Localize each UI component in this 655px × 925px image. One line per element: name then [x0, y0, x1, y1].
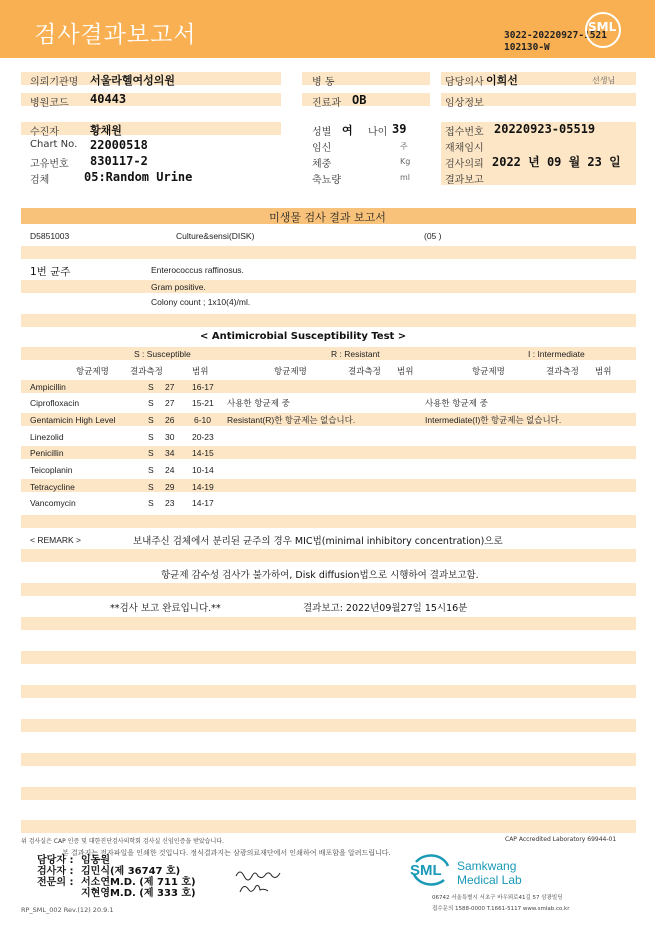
legend-intermediate: I : Intermediate	[528, 349, 585, 359]
chart-value: 22000518	[90, 138, 148, 152]
drug-name: Teicoplanin	[30, 465, 73, 475]
patient-value: 황채원	[90, 124, 122, 137]
dept-label: 진료과	[312, 98, 341, 109]
request-date: 2022 년 09 월 23 일	[492, 155, 621, 169]
stripe	[21, 446, 636, 459]
chart-label: Chart No.	[30, 139, 78, 150]
col-header-drug: 항균제명	[472, 367, 505, 377]
stripe	[21, 515, 636, 528]
doctor-value: 이희선	[486, 74, 518, 87]
report-time: 결과보고: 2022년09월27일 15시16분	[303, 603, 468, 614]
specialist-label: 전문의 :	[37, 877, 74, 888]
stripe	[21, 753, 636, 766]
weight-label: 체중	[312, 159, 332, 170]
specialist-2: 지현영M.D. (제 333 호)	[81, 888, 196, 899]
drug-measure: 23	[165, 498, 175, 508]
drug-name: Penicillin	[30, 448, 64, 458]
drug-result: S	[148, 432, 154, 442]
section-title: 미생물 검사 결과 보고서	[269, 211, 386, 224]
drug-measure: 30	[165, 432, 175, 442]
drug-range: 15-21	[192, 398, 214, 408]
note-intermediate: Intermediate(I)한 항균제는 없습니다.	[425, 415, 562, 425]
stripe	[21, 280, 636, 293]
drug-range: 16-17	[192, 382, 214, 392]
lab-address: 06742 서울특별시 서초구 바우뫼로41길 57 삼광빌딩	[432, 895, 563, 901]
footer-notice: 본 결과지는 전자파일을 인쇄한 것입니다. 정식결과지는 삼광의료재단에서 인쇄하여 배포함을 알려드립니다.	[62, 849, 391, 857]
drug-result: S	[148, 382, 154, 392]
drug-name: Ampicillin	[30, 382, 66, 392]
organism-line: Enterococcus raffinosus.	[151, 265, 244, 275]
tester-name: 김민식(제 36747 호)	[81, 866, 181, 877]
complete-text: **검사 보고 완료입니다.**	[110, 603, 221, 614]
urine-unit: ml	[400, 173, 411, 182]
weight-unit: Kg	[400, 157, 411, 166]
lab-name-line1: Samkwang	[457, 859, 517, 873]
signature-icon	[232, 866, 292, 898]
unique-value: 830117-2	[90, 154, 148, 168]
organism-line: Gram positive.	[151, 282, 206, 292]
doctor-label: 담당의사	[445, 77, 484, 88]
specialist-1: 서소연M.D. (제 711 호)	[81, 877, 196, 888]
drug-range: 6-10	[194, 415, 212, 425]
stripe	[21, 314, 636, 327]
col-header-range: 범위	[595, 367, 612, 377]
col-header-drug: 항균제명	[274, 367, 307, 377]
revision-text: RP_SML_002 Rev.(12) 20.9.1	[21, 906, 114, 914]
col-header-drug: 항균제명	[76, 367, 109, 377]
drug-result: S	[148, 465, 154, 475]
report-id-line1: 3022-20220927-1521	[504, 30, 607, 41]
drug-result: S	[148, 498, 154, 508]
receipt-value: 20220923-05519	[494, 122, 596, 136]
stripe	[21, 380, 636, 393]
preg-unit: 주	[400, 142, 408, 151]
organism-label: 1번 균주	[30, 266, 71, 278]
stripe	[21, 787, 636, 800]
drug-name: Ciprofloxacin	[30, 398, 80, 408]
stripe	[21, 719, 636, 732]
drug-result: S	[148, 398, 154, 408]
report-title: 검사결과보고서	[34, 22, 197, 48]
drug-name: Vancomycin	[30, 498, 76, 508]
drug-measure: 24	[165, 465, 175, 475]
receipt-label: 접수번호	[445, 127, 484, 138]
result-report-label: 결과보고	[445, 175, 484, 186]
clinical-label: 임상정보	[445, 98, 484, 109]
drug-range: 14-17	[192, 498, 214, 508]
drug-result: S	[148, 415, 154, 425]
legend-resistant: R : Resistant	[331, 349, 380, 359]
remark-line-2: 항균제 감수성 검사가 불가하여, Disk diffusion법으로 시행하여 결과보고함.	[161, 570, 479, 581]
test-code: D5851003	[30, 231, 70, 241]
unique-label: 고유번호	[30, 159, 69, 170]
urine-label: 축뇨량	[312, 175, 341, 186]
institution-label: 의뢰기관명	[30, 77, 79, 88]
request-label: 검사의뢰	[445, 159, 484, 170]
note-used-resistant: 사용한 항균제 중	[227, 399, 290, 409]
col-header-range: 범위	[192, 367, 209, 377]
stripe	[21, 583, 636, 596]
cert-left: 위 검사실은 CAP 인증 및 대한진단검사의학회 검사실 신임인증을 받았습니다.	[21, 838, 224, 845]
ward-label: 병 동	[312, 77, 335, 88]
cert-right: CAP Accredited Laboratory 69944-01	[505, 836, 617, 843]
legend-susceptible: S : Susceptible	[134, 349, 191, 359]
drug-measure: 26	[165, 415, 175, 425]
col-header-measure: 결과측정	[130, 367, 163, 377]
stripe	[21, 617, 636, 630]
info-bar	[21, 122, 281, 135]
drug-name: Gentamicin High Level	[30, 415, 116, 425]
age-label: 나이	[368, 127, 388, 138]
drug-name: Tetracycline	[30, 482, 75, 492]
header-logo-text: SML	[588, 20, 617, 34]
organism-line: Colony count ; 1x10(4)/ml.	[151, 297, 251, 307]
test-name: Culture&sensi(DISK)	[176, 231, 255, 241]
report-id-line2: 102130-W	[504, 42, 550, 53]
drug-result: S	[148, 448, 154, 458]
stripe	[21, 479, 636, 492]
manager-label: 담당자 :	[37, 855, 74, 866]
dept-value: OB	[352, 93, 367, 107]
lab-name	[457, 859, 522, 887]
col-header-measure: 결과측정	[546, 367, 579, 377]
drug-measure: 27	[165, 398, 175, 408]
drug-range: 14-15	[192, 448, 214, 458]
patient-label: 수진자	[30, 127, 59, 138]
stripe	[21, 246, 636, 259]
preg-label: 임신	[312, 143, 332, 154]
specimen-label: 검체	[30, 175, 50, 186]
resample-label: 재채임시	[445, 143, 484, 154]
col-header-range: 범위	[397, 367, 414, 377]
doctor-suffix: 선생님	[592, 76, 616, 85]
remark-line-1: 보내주신 검체에서 분리된 균주의 경우 MIC법(minimal inhibitory concentration)으로	[133, 536, 503, 547]
test-no: (05 )	[424, 231, 442, 241]
remark-label: < REMARK >	[30, 535, 82, 545]
specimen-value: 05:Random Urine	[84, 170, 193, 184]
drug-result: S	[148, 482, 154, 492]
lab-contact: 접수문의 1588-0000 T.1661-5117 www.smlab.co.kr	[432, 906, 570, 912]
drug-name: Linezolid	[30, 432, 64, 442]
drug-range: 10-14	[192, 465, 214, 475]
drug-measure: 29	[165, 482, 175, 492]
manager-name: 임동원	[81, 855, 110, 866]
drug-measure: 27	[165, 382, 175, 392]
drug-range: 14-19	[192, 482, 214, 492]
sex-value: 여	[342, 124, 353, 137]
lab-name-line2: Medical Lab	[457, 873, 522, 887]
stripe	[21, 685, 636, 698]
stripe	[21, 549, 636, 562]
stripe	[21, 820, 636, 833]
sml-brand-text: SML	[410, 862, 442, 879]
note-resistant: Resistant(R)한 항균제는 없습니다.	[227, 415, 356, 425]
institution-value: 서울라헬여성의원	[90, 74, 176, 87]
note-used-intermediate: 사용한 항균제 중	[425, 399, 488, 409]
sex-label: 성별	[312, 127, 332, 138]
age-value: 39	[392, 122, 407, 136]
drug-measure: 34	[165, 448, 175, 458]
stripe	[21, 651, 636, 664]
tester-label: 검사자 :	[37, 866, 74, 877]
col-header-measure: 결과측정	[348, 367, 381, 377]
drug-range: 20-23	[192, 432, 214, 442]
ast-title: < Antimicrobial Susceptibility Test >	[200, 331, 407, 342]
hospital-code-value: 40443	[90, 92, 127, 106]
hospital-code-label: 병원코드	[30, 98, 69, 109]
